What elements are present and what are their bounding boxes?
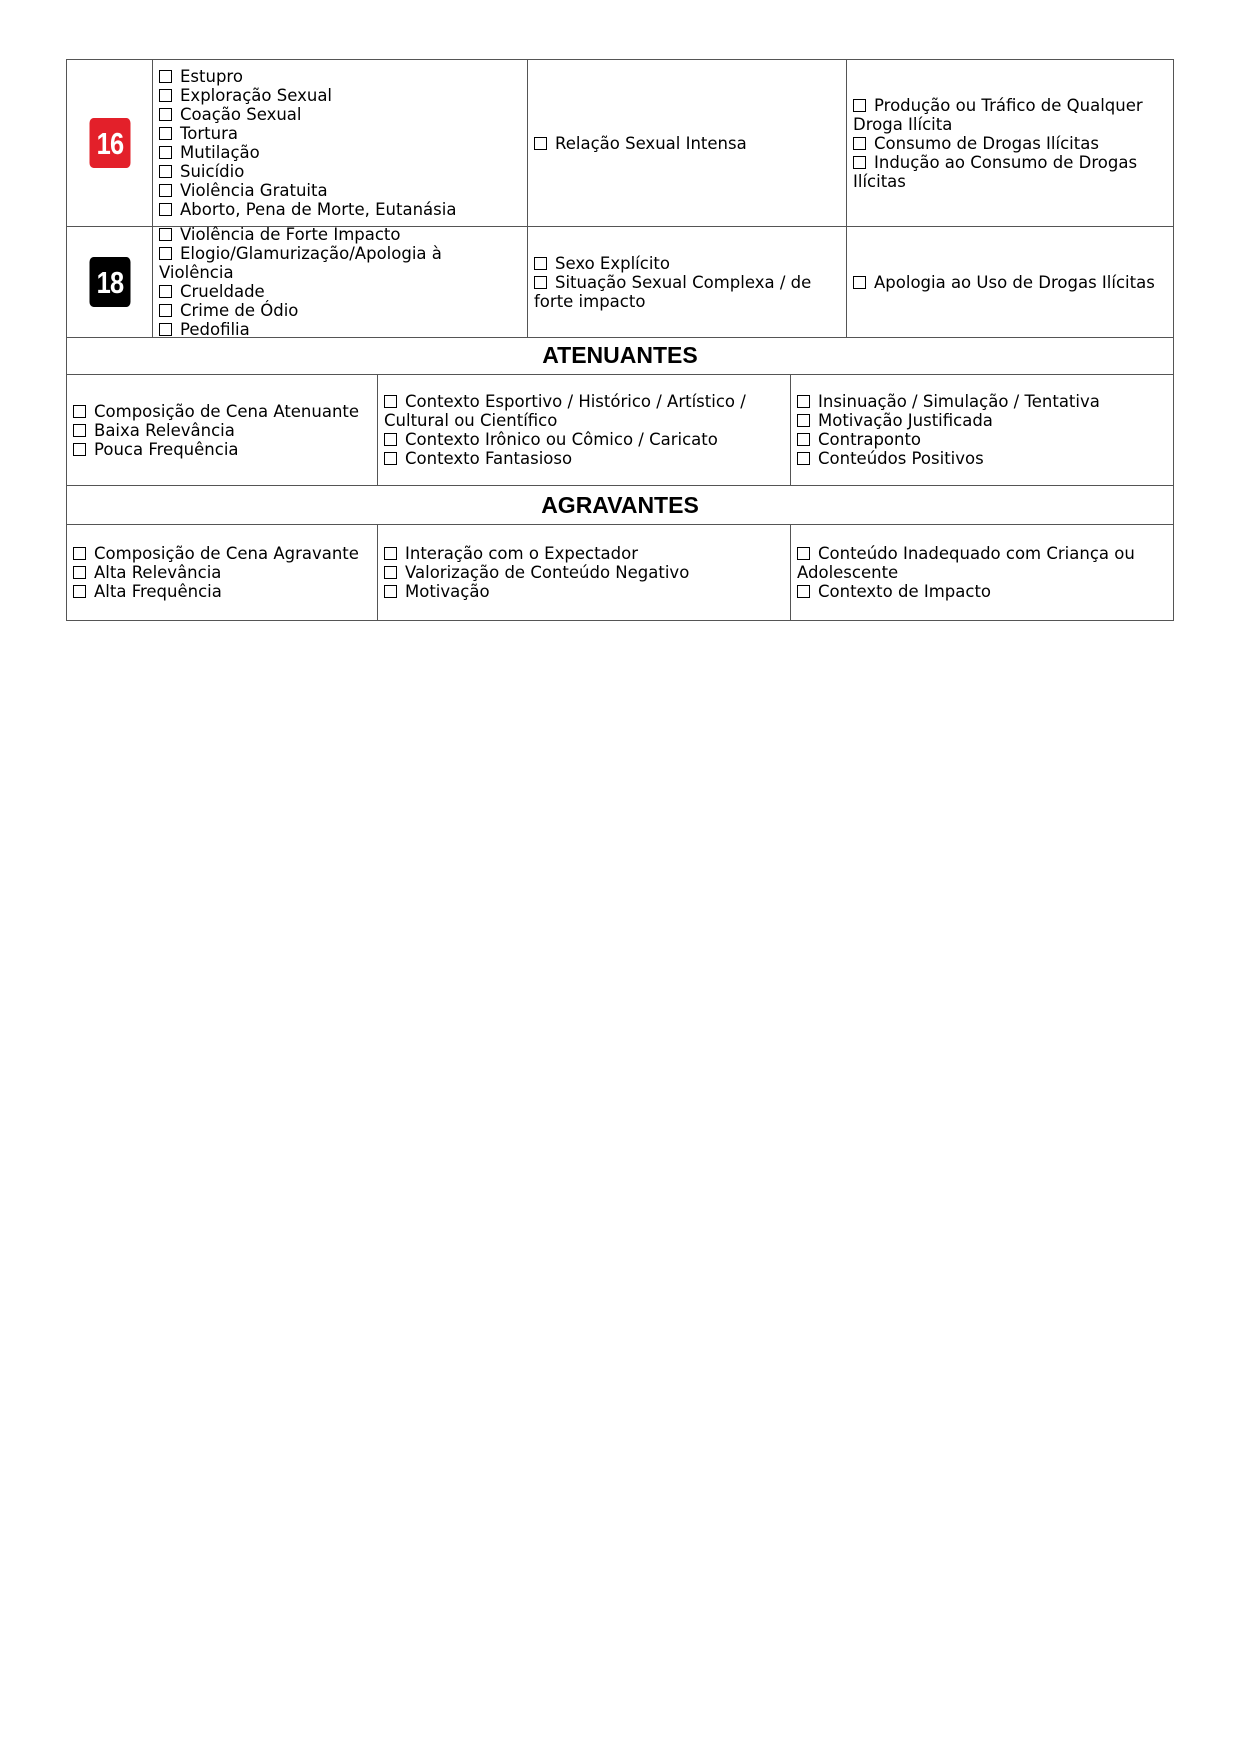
atenuantes-column-2 [378,375,791,485]
rating-16-badge: 16 [89,118,130,168]
rating-badge-cell [67,60,153,226]
criterion-item[interactable]: Contexto de Impacto [797,582,1167,601]
modifiers-table [66,336,1174,621]
checkbox[interactable] [159,146,172,159]
agravantes-column-3 [791,525,1173,620]
sex-criteria [528,227,847,337]
criterion-item[interactable]: Indução ao Consumo de Drogas Ilícitas [853,152,1138,191]
criterion-item[interactable]: Produção ou Tráfico de Qualquer Droga Ilícita [853,95,1143,134]
checkbox[interactable] [159,108,172,121]
checkbox[interactable] [853,276,866,289]
checkbox[interactable] [797,414,810,427]
checkbox[interactable] [797,395,810,408]
checkbox[interactable] [534,276,547,289]
checkbox[interactable] [797,433,810,446]
checkbox[interactable] [159,247,172,260]
criterion-item[interactable]: Consumo de Drogas Ilícitas [853,134,1167,153]
checkbox[interactable] [384,433,397,446]
criterion-item[interactable]: Alta Relevância [73,563,371,582]
checkbox[interactable] [73,585,86,598]
agravantes-column-1 [67,525,378,620]
criterion-item[interactable]: Pouca Frequência [73,440,371,459]
criterion-item[interactable]: Tortura [159,124,521,143]
checkbox[interactable] [853,156,866,169]
checkbox[interactable] [534,137,547,150]
criterion-item[interactable]: Estupro [159,67,521,86]
checkbox[interactable] [159,165,172,178]
criterion-item[interactable]: Composição de Cena Agravante [73,544,371,563]
agravantes-column-2 [378,525,791,620]
criterion-item[interactable]: Violência Gratuita [159,181,521,200]
criterion-item[interactable]: Apologia ao Uso de Drogas Ilícitas [853,273,1167,292]
drugs-criteria [847,60,1173,226]
checkbox[interactable] [73,566,86,579]
criterion-item[interactable]: Contexto Irônico ou Cômico / Caricato [384,430,784,449]
violence-criteria [153,227,528,337]
checkbox[interactable] [159,89,172,102]
checkbox[interactable] [384,395,397,408]
criterion-item[interactable]: Coação Sexual [159,105,521,124]
criterion-item[interactable]: Relação Sexual Intensa [534,134,840,153]
checkbox[interactable] [534,257,547,270]
criterion-item[interactable]: Sexo Explícito [534,254,840,273]
checkbox[interactable] [384,547,397,560]
checkbox[interactable] [73,405,86,418]
criterion-item[interactable]: Crueldade [159,282,521,301]
checkbox[interactable] [73,424,86,437]
criterion-item[interactable]: Situação Sexual Complexa / de forte impacto [534,272,812,311]
checkbox[interactable] [853,137,866,150]
criterion-item[interactable]: Composição de Cena Atenuante [73,402,371,421]
classification-table [66,59,1174,338]
sex-criteria [528,60,847,226]
rating-badge-cell [67,227,153,337]
checkbox[interactable] [159,285,172,298]
criterion-item[interactable]: Aborto, Pena de Morte, Eutanásia [159,200,521,219]
criterion-item[interactable]: Conteúdo Inadequado com Criança ou Adolescente [797,544,1135,582]
criterion-item[interactable]: Alta Frequência [73,582,371,601]
checkbox[interactable] [384,452,397,465]
agravantes-row [67,525,1173,620]
checkbox[interactable] [159,127,172,140]
checkbox[interactable] [384,585,397,598]
criterion-item[interactable]: Crime de Ódio [159,301,521,320]
rating-18-badge: 18 [89,257,130,307]
checkbox[interactable] [853,99,866,112]
criterion-item[interactable]: Exploração Sexual [159,86,521,105]
criterion-item[interactable]: Contexto Fantasioso [384,449,784,468]
checkbox[interactable] [73,547,86,560]
criterion-item[interactable]: Elogio/Glamurização/Apologia à Violência [159,244,442,282]
checkbox[interactable] [384,566,397,579]
criterion-item[interactable]: Interação com o Expectador [384,544,784,563]
checkbox[interactable] [73,443,86,456]
checkbox[interactable] [159,70,172,83]
checkbox[interactable] [159,203,172,216]
checkbox[interactable] [797,452,810,465]
criterion-item[interactable]: Contraponto [797,430,1167,449]
checkbox[interactable] [159,228,172,241]
criterion-item[interactable]: Contexto Esportivo / Histórico / Artístico / Cultural ou Científico [384,392,746,430]
criterion-item[interactable]: Violência de Forte Impacto [159,225,521,244]
criterion-item[interactable]: Mutilação [159,143,521,162]
criterion-item[interactable]: Suicídio [159,162,521,181]
criterion-item[interactable]: Motivação Justificada [797,411,1167,430]
criterion-item[interactable]: Pedofilia [159,320,521,339]
rating-row-18 [67,227,1173,337]
agravantes-title: AGRAVANTES [67,486,1173,525]
drugs-criteria [847,227,1173,337]
criterion-item[interactable]: Conteúdos Positivos [797,449,1167,468]
criterion-item[interactable]: Valorização de Conteúdo Negativo [384,563,784,582]
checkbox[interactable] [159,304,172,317]
checkbox[interactable] [159,323,172,336]
atenuantes-row [67,375,1173,486]
checkbox[interactable] [797,585,810,598]
criterion-item[interactable]: Insinuação / Simulação / Tentativa [797,392,1167,411]
atenuantes-column-1 [67,375,378,485]
atenuantes-column-3 [791,375,1173,485]
violence-criteria [153,60,528,226]
criterion-item[interactable]: Baixa Relevância [73,421,371,440]
checkbox[interactable] [159,184,172,197]
criterion-item[interactable]: Motivação [384,582,784,601]
rating-row-16 [67,60,1173,227]
checkbox[interactable] [797,547,810,560]
atenuantes-title: ATENUANTES [67,336,1173,375]
